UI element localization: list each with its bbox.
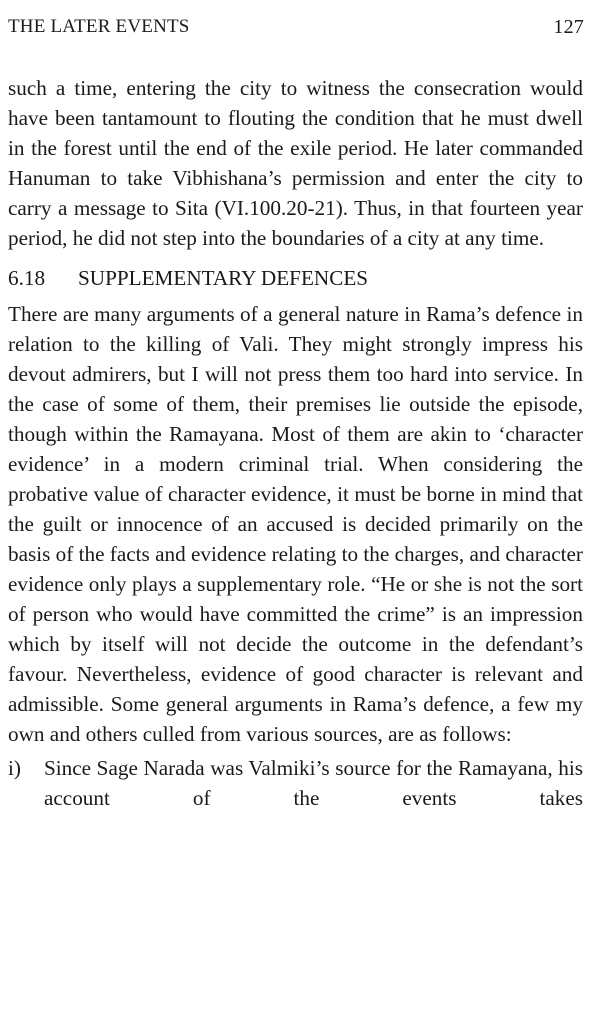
list-marker: i) xyxy=(8,756,21,780)
page-number: 127 xyxy=(553,16,584,38)
section-number: 6.18 xyxy=(8,266,46,290)
section-title: SUPPLEMENTARY DEFENCES xyxy=(78,266,369,290)
paragraph-continued: such a time, entering the city to witness the consecration would have been tantamount to flouting the condition that he must dwell in the forest until the end of the exile period. He later commanded Hanuman to take Vibhishana’s permission and enter the city to carry a message to Sita (VI.100.20-21). Thus, in that fourteen year period, he did not step into the boundaries of a city at any time. xyxy=(8,76,583,250)
paragraph-main: There are many arguments of a general nature in Rama’s defence in relation to the killing of Vali. They might strongly impress his devout admirers, but I will not press them too hard into service. In the case of some of them, their premises lie outside the episode, though within the Ramayana. Most of them are akin to ‘character evidence’ in a modern criminal trial. When considering the probative value of character evidence, it must be borne in mind that the guilt or innocence of an accused is decided primarily on the basis of the facts and evidence relating to the charges, and character evidence only plays a supplementary role. “He or she is not the sort of person who would have committed the crime” is an impression which by itself will not decide the outcome in the defendant’s favour. Nevertheless, evidence of good character is relevant and admissible. Some general arguments in Rama’s defence, a few my own and others culled from various sources, are as follows: xyxy=(8,302,583,746)
running-header xyxy=(8,16,584,42)
list-item xyxy=(8,753,583,813)
section-heading xyxy=(8,263,583,293)
list-item-text: Since Sage Narada was Valmiki’s source for the Ramayana, his account of the events takes xyxy=(44,756,583,810)
chapter-title: THE LATER EVENTS xyxy=(8,16,190,37)
body-text xyxy=(8,73,583,813)
